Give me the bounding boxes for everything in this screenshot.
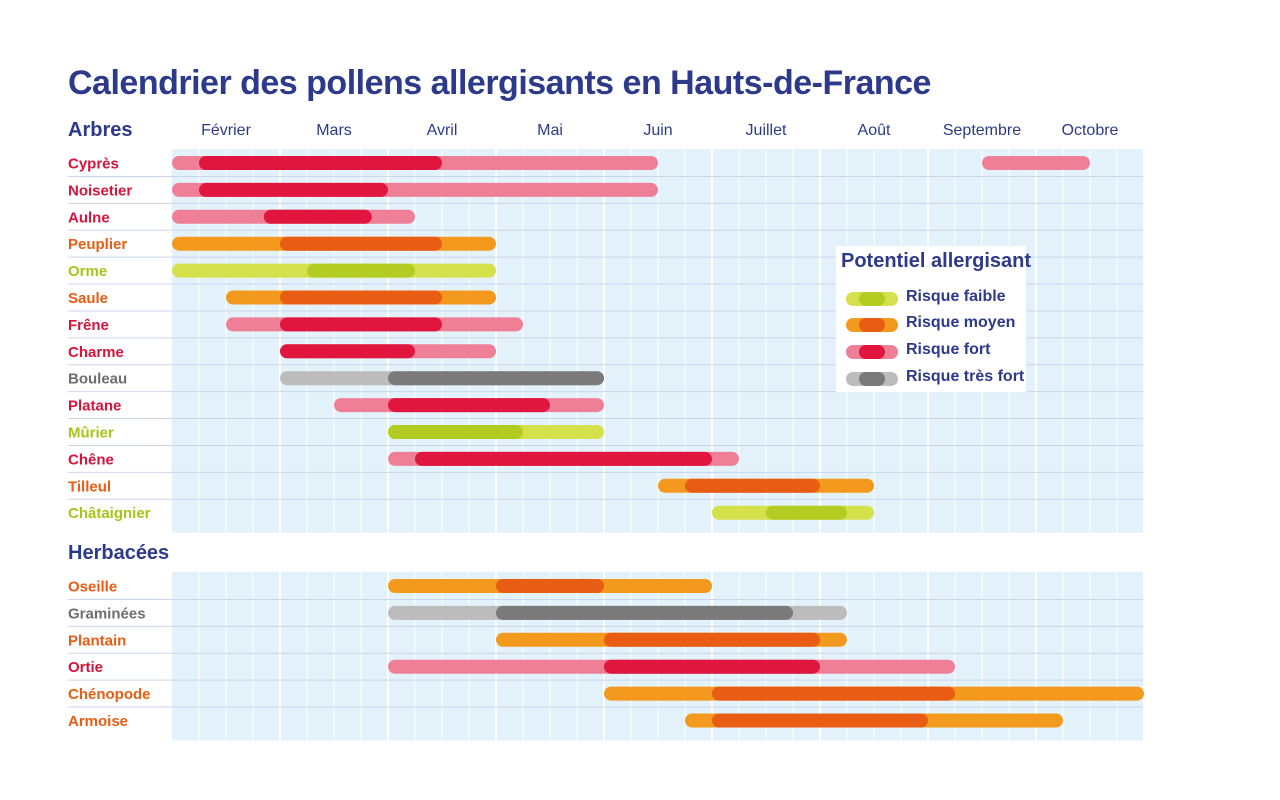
pollen-peak-bar (280, 237, 442, 251)
month-label: Avril (426, 122, 458, 139)
row-label: Ortie (68, 659, 104, 677)
pollen-peak-bar (264, 210, 372, 224)
row-label: Mûrier (68, 424, 114, 442)
row-label: Châtaignier (68, 505, 151, 523)
pollen-peak-bar (712, 687, 955, 701)
pollen-peak-bar (199, 183, 388, 197)
legend (836, 246, 1032, 392)
month-label: Septembre (942, 122, 1022, 139)
pollen-peak-bar (604, 633, 820, 647)
month-label: Mars (316, 122, 352, 139)
legend-swatch-moyen (846, 318, 898, 332)
pollen-peak-bar (496, 579, 604, 593)
legend-title: Potentiel allergisant (841, 250, 1032, 272)
pollen-peak-bar (388, 398, 550, 412)
pollen-peak-bar (496, 606, 793, 620)
row-label: Orme (68, 263, 108, 281)
row-label: Aulne (68, 209, 110, 227)
pollen-peak-bar (766, 506, 847, 520)
pollen-peak-bar (415, 452, 712, 466)
row-label: Chêne (68, 451, 114, 469)
section-title-arbres: Arbres (68, 119, 133, 141)
month-label: Août (857, 122, 891, 139)
row-label: Platane (68, 397, 122, 415)
pollen-peak-bar (712, 714, 928, 728)
legend-label-tres-fort: Risque très fort (906, 368, 1025, 385)
row-label: Armoise (68, 713, 129, 730)
chart-title: Calendrier des pollens allergisants en Hauts-de-France (68, 64, 931, 102)
pollen-peak-bar (388, 425, 523, 439)
legend-swatch-fort (846, 345, 898, 359)
row-label: Noisetier (68, 182, 133, 200)
row-label: Cyprès (68, 155, 119, 173)
pollen-peak-bar (280, 344, 415, 358)
pollen-peak-bar (199, 156, 442, 170)
pollen-season-bar (982, 156, 1090, 170)
month-label: Juin (643, 122, 673, 139)
legend-swatch-tres-fort (846, 372, 898, 386)
legend-label-moyen: Risque moyen (906, 314, 1016, 331)
pollen-peak-bar (604, 660, 820, 674)
pollen-peak-bar (685, 479, 820, 493)
month-label: Février (201, 122, 251, 139)
legend-swatch-faible (846, 292, 898, 306)
row-label: Bouleau (68, 370, 128, 388)
row-label: Oseille (68, 578, 118, 596)
legend-label-fort: Risque fort (906, 341, 991, 358)
row-label: Graminées (68, 605, 146, 623)
row-label: Frêne (68, 316, 109, 334)
section-title-herbacees: Herbacées (68, 542, 170, 564)
pollen-peak-bar (280, 291, 442, 305)
legend-label-faible: Risque faible (906, 288, 1006, 305)
pollen-peak-bar (388, 371, 604, 385)
row-label: Plantain (68, 632, 127, 650)
row-label: Tilleul (68, 478, 112, 496)
row-label: Saule (68, 290, 109, 307)
month-label: Juillet (745, 122, 787, 139)
pollen-peak-bar (307, 264, 415, 278)
pollen-peak-bar (280, 317, 442, 331)
row-label: Charme (68, 343, 124, 361)
month-label: Mai (537, 122, 563, 139)
row-label: Peuplier (68, 236, 128, 254)
month-label: Octobre (1061, 122, 1119, 139)
row-label: Chénopode (68, 686, 151, 704)
